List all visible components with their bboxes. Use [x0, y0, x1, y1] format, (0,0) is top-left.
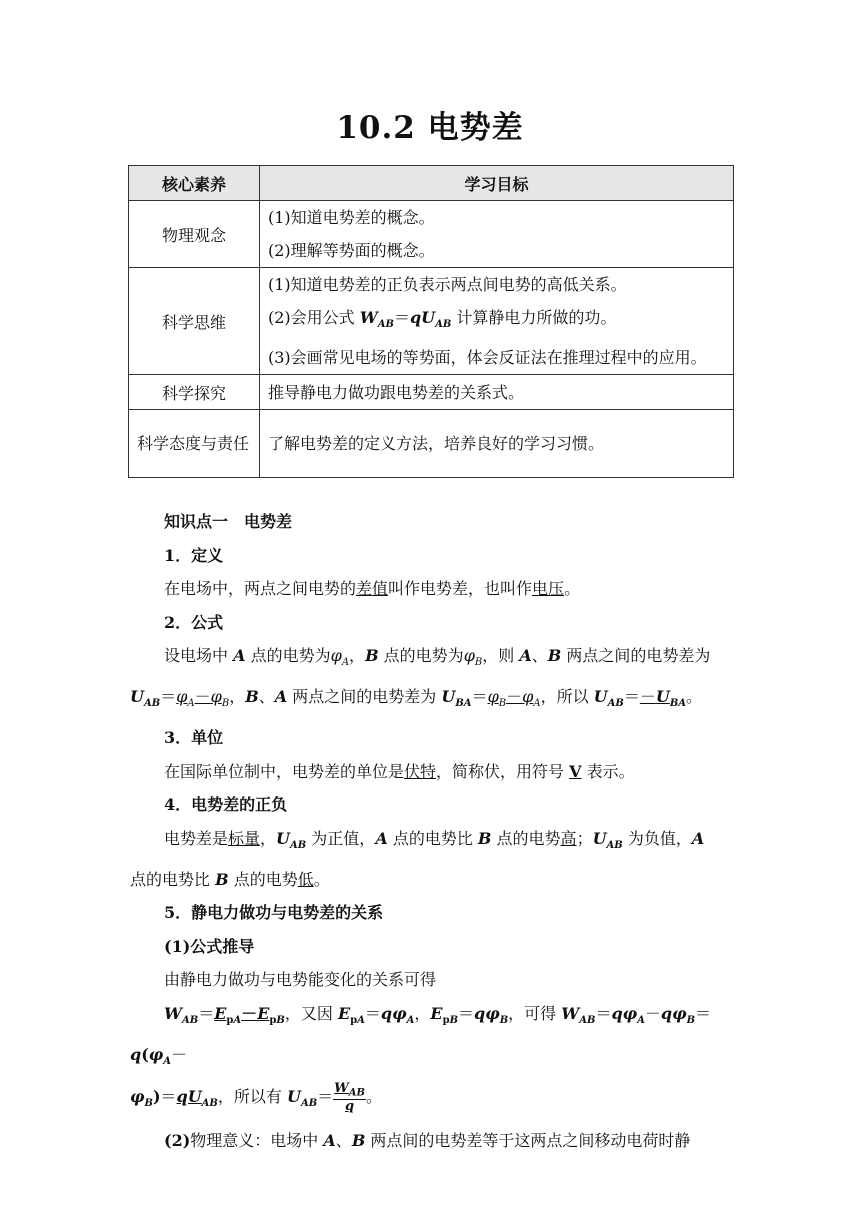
heading-definition: 1．定义 — [164, 545, 224, 565]
objectives-cell — [260, 201, 734, 268]
paragraph-formula-cont: $U_{AB}=\varphi_A-\varphi_B$，B、A 两点之间的电势差为 $U_{BA}=\varphi_B-\varphi_A$，所以 $U_{AB}=-U_{BA}$。 — [130, 687, 703, 710]
table-row — [129, 375, 734, 410]
objectives-cell — [260, 375, 734, 410]
heading-formula: 2．公式 — [164, 612, 224, 632]
heading-work-relation: 5．静电力做功与电势差的关系 — [164, 903, 384, 923]
page-title: 10.2 电势差 — [336, 110, 524, 146]
section-title: 知识点一 电势差 — [164, 512, 293, 531]
body-text — [130, 505, 734, 1157]
paragraph-sign-cont: 点的电势比 B 点的电势低。 — [130, 869, 330, 889]
paragraph-definition: 在电场中，两点之间电势的差值叫作电势差，也叫作电压。 — [164, 579, 581, 599]
fraction-wab-over-q: $\frac{W_{AB}}{q}$ — [334, 1081, 365, 1115]
paragraph-meaning: (2)物理意义：电场中 A、B 两点间的电势差等于这两点之间移动电荷时静 — [164, 1130, 691, 1150]
table-row — [129, 410, 734, 478]
category-cell: 物理观念 — [129, 201, 260, 268]
paragraph-unit: 在国际单位制中，电势差的单位是伏特，简称伏，用符号 V 表示。 — [164, 761, 635, 781]
header-core-literacy: 核心素养 — [129, 166, 260, 201]
heading-unit: 3．单位 — [164, 727, 224, 747]
learning-goals-table — [128, 165, 734, 478]
table-row — [129, 201, 734, 268]
category-cell: 科学探究 — [129, 375, 260, 410]
objective-item: (1)知道电势差的概念。 — [268, 208, 435, 227]
paragraph-derivation-formula: $W_{AB}=E_{pA}-E_{pB}$，又因 $E_{pA}=q\varphi_A$，$E_{pB}=q\varphi_B$，可得 $W_{AB}=q\varphi_A-q\varphi_B=q(\varphi_A-$ — [130, 1003, 712, 1067]
paragraph-formula: 设电场中 A 点的电势为$\varphi_A$，B 点的电势为$\varphi_B$，则 A、B 两点之间的电势差为 — [164, 646, 711, 669]
objective-item: (2)理解等势面的概念。 — [268, 241, 435, 260]
objective-item: (1)知道电势差的正负表示两点间电势的高低关系。 — [268, 275, 627, 294]
header-learning-goals: 学习目标 — [260, 166, 734, 201]
category-cell: 科学态度与责任 — [129, 410, 260, 478]
objective-item: (2)会用公式 $W_{AB}=qU_{AB}$ 计算静电力所做的功。 — [268, 308, 617, 331]
subheading-derivation: (1)公式推导 — [164, 936, 255, 956]
objectives-cell — [260, 410, 734, 478]
paragraph-derivation: 由静电力做功与电势能变化的关系可得 — [164, 970, 437, 990]
objective-item: 了解电势差的定义方法，培养良好的学习习惯。 — [268, 434, 605, 454]
heading-sign: 4．电势差的正负 — [164, 795, 288, 815]
table-row — [129, 268, 734, 375]
objective-item: 推导静电力做功跟电势差的关系式。 — [268, 382, 525, 402]
paragraph-sign: 电势差是标量，$U_{AB}$ 为正值，A 点的电势比 B 点的电势高；$U_{AB}$ 为负值，A — [164, 828, 705, 851]
category-cell: 科学思维 — [129, 268, 260, 375]
paragraph-derivation-formula-cont: $\varphi_B)=qU_{AB}$，所以有 $U_{AB}=$ $\frac{W_{AB}}{q}$ 。 — [130, 1081, 383, 1115]
table-header-row — [129, 166, 734, 201]
objective-item: (3)会画常见电场的等势面，体会反证法在推理过程中的应用。 — [268, 348, 707, 368]
objectives-cell — [260, 268, 734, 375]
